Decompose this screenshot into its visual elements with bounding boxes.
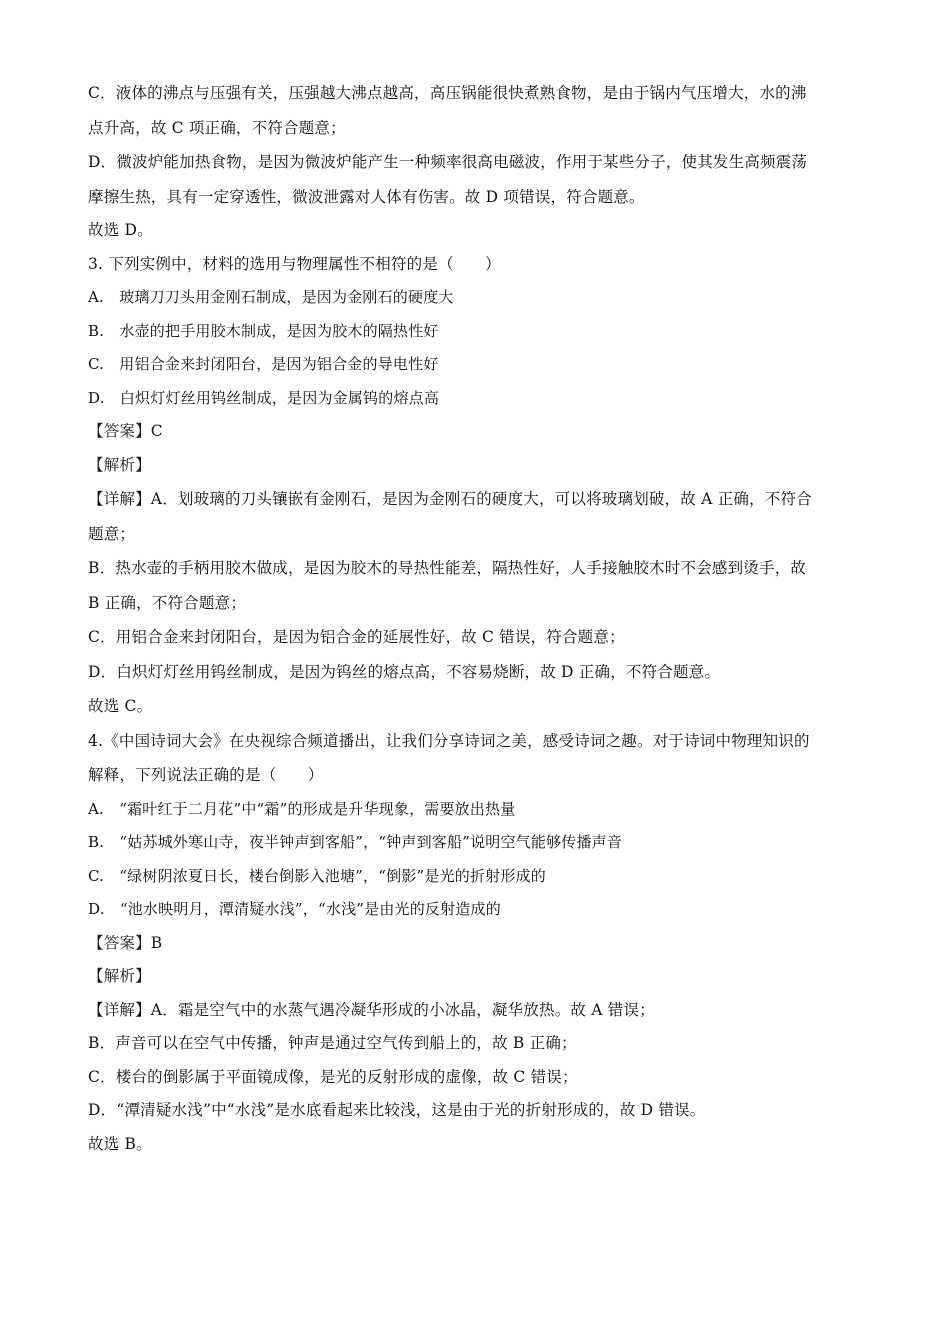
q4-detail-c: C．楼台的倒影属于平面镜成像，是光的反射形成的虚像，故 C 错误；	[88, 1067, 578, 1086]
q4-detail-a: 【详解】A．霜是空气中的水蒸气遇冷凝华形成的小冰晶，凝华放热。故 A 错误；	[88, 1000, 655, 1019]
q3-option-b: B. 水壶的把手用胶木制成，是因为胶木的隔热性好	[88, 321, 439, 340]
q3-detail-b-line2: B 正确，不符合题意；	[88, 593, 247, 612]
q4-option-b: B. “姑苏城外寒山寺，夜半钟声到客船”，“钟声到客船”说明空气能够传播声音	[88, 833, 623, 851]
q3-detail-a-line2: 题意；	[88, 524, 136, 543]
q4-stem-line1: 4.《中国诗词大会》在央视综合频道播出，让我们分享诗词之美，感受诗词之趣。对于诗词中物理知识的	[88, 731, 810, 750]
q4-option-c: C. “绿树阴浓夏日长，楼台倒影入池塘”，“倒影”是光的折射形成的	[88, 866, 546, 885]
q3-option-c: C. 用铝合金来封闭阳台，是因为铝合金的导电性好	[88, 355, 439, 373]
q2-explain-d-line1: D．微波炉能加热食物，是因为微波炉能产生一种频率很高电磁波，作用于某些分子，使其发生高频震荡	[88, 153, 808, 171]
q2-choose: 故选 D。	[88, 221, 153, 239]
q3-analysis-label: 【解析】	[88, 455, 151, 474]
q4-option-a: A. “霜叶红于二月花”中“霜”的形成是升华现象，需要放出热量	[88, 799, 516, 818]
q3-option-a: A. 玻璃刀刀头用金刚石制成，是因为金刚石的硬度大	[88, 288, 454, 306]
q3-stem: 3. 下列实例中，材料的选用与物理属性不相符的是（ ）	[88, 254, 501, 273]
document-page	[88, 76, 868, 1161]
q4-answer: 【答案】B	[88, 933, 163, 952]
q3-detail-d: D．白炽灯灯丝用钨丝制成，是因为钨丝的熔点高，不容易烧断，故 D 正确，不符合题意。	[88, 662, 721, 681]
q3-answer: 【答案】C	[88, 422, 163, 440]
q2-explain-c-line2: 点升高，故 C 项正确，不符合题意；	[88, 118, 346, 137]
q4-stem-line2: 解释，下列说法正确的是（ ）	[88, 766, 324, 784]
q4-detail-b: B．声音可以在空气中传播，钟声是通过空气传到船上的，故 B 正确；	[88, 1034, 577, 1052]
q4-choose: 故选 B。	[88, 1134, 152, 1153]
q2-explain-d-line2: 摩擦生热，具有一定穿透性，微波泄露对人体有伤害。故 D 项错误，符合题意。	[88, 187, 645, 206]
q3-detail-c: C．用铝合金来封闭阳台，是因为铝合金的延展性好，故 C 错误，符合题意；	[88, 628, 625, 646]
q4-option-d: D. “池水映明月，潭清疑水浅”，“水浅”是由光的反射造成的	[88, 900, 501, 918]
q4-analysis-label: 【解析】	[88, 967, 151, 985]
q3-detail-b-line1: B．热水壶的手柄用胶木做成，是因为胶木的导热性能差，隔热性好，人手接触胶木时不会感到烫手，故	[88, 559, 807, 577]
q3-choose: 故选 C。	[88, 697, 153, 715]
q3-option-d: D. 白炽灯灯丝用钨丝制成，是因为金属钨的熔点高	[88, 388, 440, 407]
q2-explain-c-line1: C．液体的沸点与压强有关，压强越大沸点越高，高压锅能很快煮熟食物，是由于锅内气压增大，水的沸	[88, 84, 807, 102]
q3-detail-a-line1: 【详解】A．划玻璃的刀头镶嵌有金刚石，是因为金刚石的硬度大，可以将玻璃划破，故 A 正确，不符合	[88, 490, 812, 508]
q4-detail-d: D．“潭清疑水浅”中“水浅”是水底看起来比较浅，这是由于光的折射形成的，故 D 错误。	[88, 1101, 706, 1119]
